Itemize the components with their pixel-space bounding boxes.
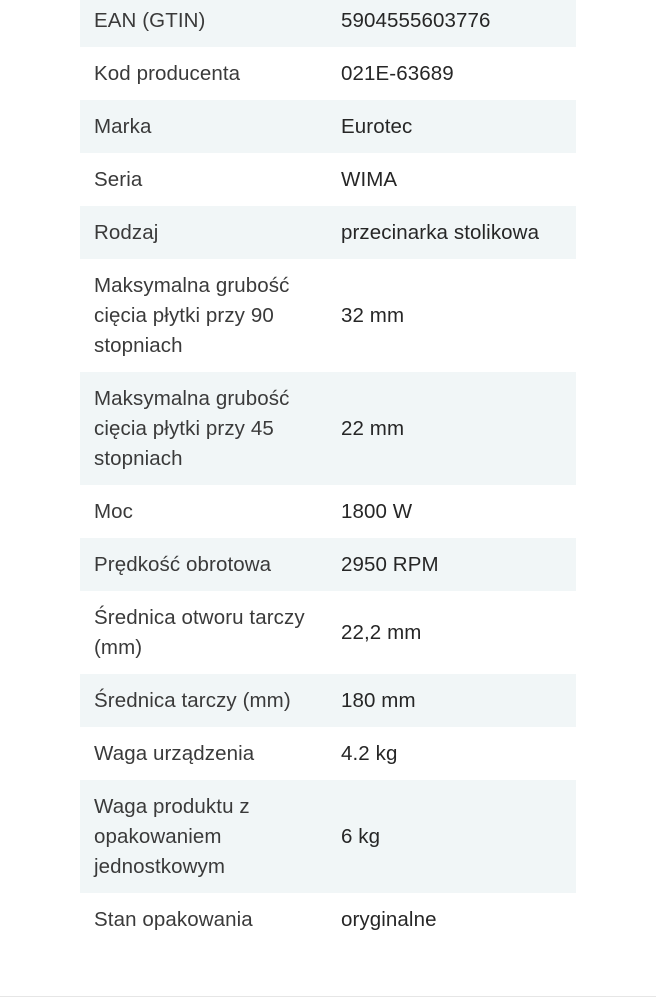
spec-value: 22,2 mm	[341, 620, 422, 644]
spec-row-blade-diameter	[80, 674, 576, 727]
spec-row-packaging-condition	[80, 893, 576, 946]
spec-row-ean	[80, 0, 576, 47]
spec-row-producer-code	[80, 47, 576, 100]
spec-label: Średnica otworu tarczy (mm)	[94, 605, 305, 659]
spec-label: Moc	[94, 499, 134, 523]
spec-value: 5904555603776	[341, 8, 491, 32]
spec-row-power	[80, 485, 576, 538]
spec-row-brand	[80, 100, 576, 153]
spec-label: Waga produktu z opakowaniem jednostkowym	[94, 794, 250, 878]
spec-value: oryginalne	[341, 907, 437, 931]
spec-row-packaged-weight	[80, 780, 576, 893]
spec-row-max-cut-45	[80, 372, 576, 485]
spec-value: 1800 W	[341, 499, 413, 523]
spec-label: Kod producenta	[94, 61, 241, 85]
spec-row-device-weight	[80, 727, 576, 780]
spec-row-rotation-speed	[80, 538, 576, 591]
spec-value: przecinarka stolikowa	[341, 220, 540, 244]
spec-row-type	[80, 206, 576, 259]
product-spec-table	[80, 0, 576, 946]
spec-label: Waga urządzenia	[94, 741, 255, 765]
spec-value: 021E-63689	[341, 61, 454, 85]
spec-label: Prędkość obrotowa	[94, 552, 272, 576]
spec-label: Średnica tarczy (mm)	[94, 688, 291, 712]
spec-value: Eurotec	[341, 114, 413, 138]
spec-label: Stan opakowania	[94, 907, 253, 931]
spec-row-max-cut-90	[80, 259, 576, 372]
spec-value: 6 kg	[341, 824, 381, 848]
spec-label: Marka	[94, 114, 152, 138]
spec-value: WIMA	[341, 167, 398, 191]
spec-label: Maksymalna grubość cięcia płytki przy 90 stopniach	[94, 273, 290, 357]
spec-value: 4.2 kg	[341, 741, 398, 765]
spec-value: 22 mm	[341, 416, 405, 440]
bottom-divider	[0, 996, 656, 997]
spec-value: 2950 RPM	[341, 552, 439, 576]
spec-row-bore-diameter	[80, 591, 576, 674]
spec-label: Seria	[94, 167, 143, 191]
spec-value: 32 mm	[341, 303, 405, 327]
spec-label: EAN (GTIN)	[94, 8, 206, 32]
spec-value: 180 mm	[341, 688, 416, 712]
spec-label: Maksymalna grubość cięcia płytki przy 45 stopniach	[94, 386, 290, 470]
spec-label: Rodzaj	[94, 220, 159, 244]
spec-row-series	[80, 153, 576, 206]
